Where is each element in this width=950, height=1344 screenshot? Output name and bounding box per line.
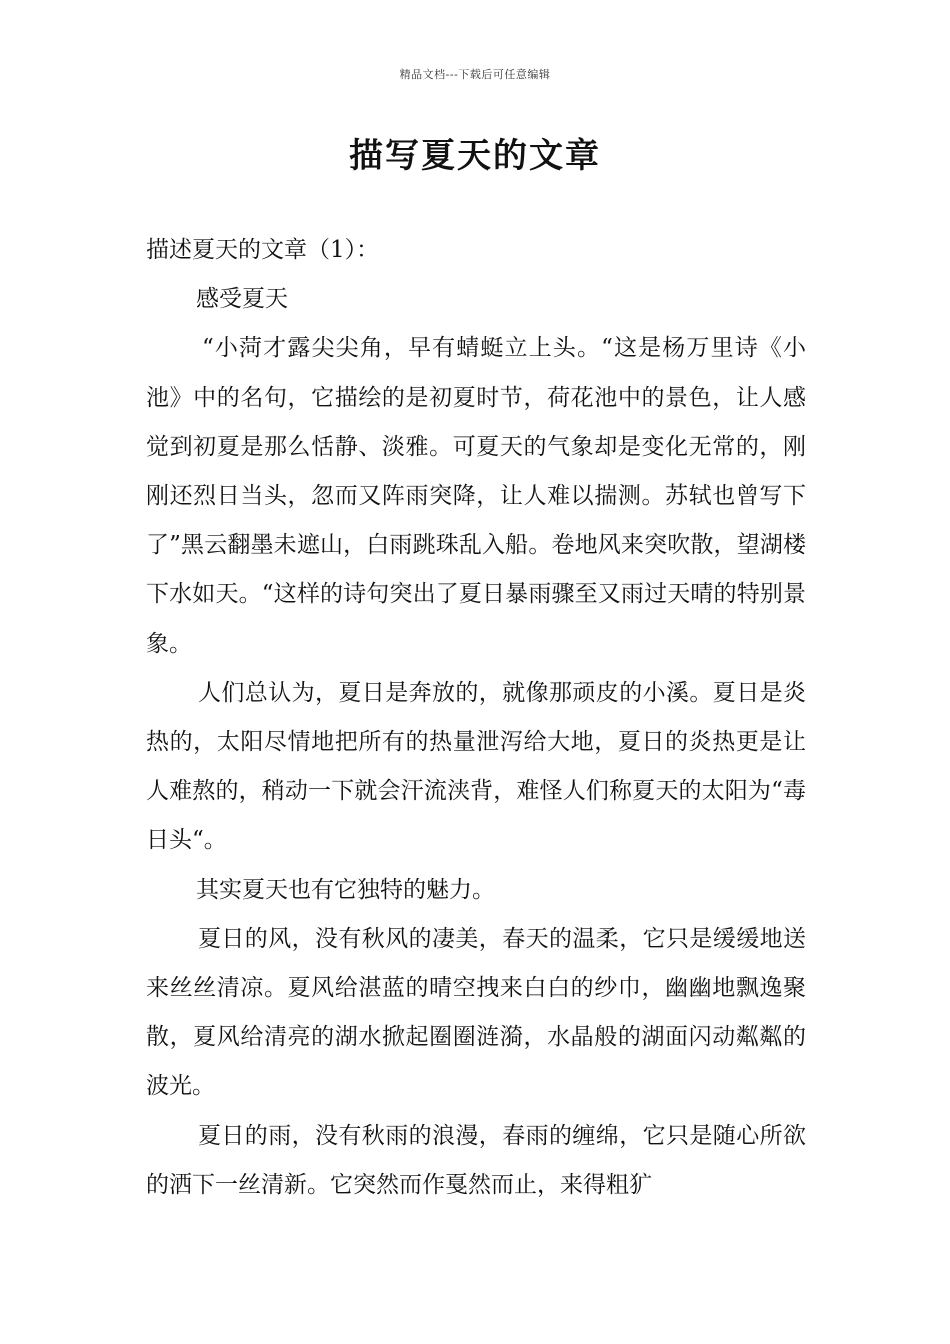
section-heading: 描述夏天的文章（1）： [146,237,380,263]
header-note: 精品文档---下载后可任意编辑 [399,68,551,81]
document-title: 描写夏天的文章 [349,136,601,176]
paragraph: “小菏才露尖尖角，早有蜻蜓立上头。“这是杨万里诗《小池》中的名句，它描绘的是初夏时节，荷花池中的景色，让人感觉到初夏是那么恬静、淡雅。可夏天的气象却是变化无常的，刚刚还烈日当头，忽而又阵雨突降，让人难以揣测。苏轼也曾写下了”黑云翻墨未遮山，白雨跳珠乱入船。卷地风来突吹散，望湖楼下水如天。“这样的诗句突出了夏日暴雨骤至又雨过天晴的特别景象。 [146,335,806,657]
paragraph: 其实夏天也有它独特的魅力。 [196,876,495,903]
essay-subtitle: 感受夏天 [196,286,288,313]
document-body [146,226,806,1210]
paragraph: 夏日的雨，没有秋雨的浪漫，春雨的缠绵，它只是随心所欲的洒下一丝清新。它突然而作戛然而止，来得粗犷 [146,1122,806,1198]
paragraph: 夏日的风，没有秋风的凄美，春天的温柔，它只是缓缓地送来丝丝清凉。夏风给湛蓝的晴空拽来白白的纱巾，幽幽地飘逸聚散，夏风给清亮的湖水掀起圈圈涟漪，水晶般的湖面闪动粼粼的波光。 [146,925,806,1100]
paragraph: 人们总认为，夏日是奔放的，就像那顽皮的小溪。夏日是炎热的，太阳尽情地把所有的热量泄泻给大地，夏日的炎热更是让人难熬的，稍动一下就会汗流浃背，难怪人们称夏天的太阳为“毒日头“。 [146,679,806,854]
